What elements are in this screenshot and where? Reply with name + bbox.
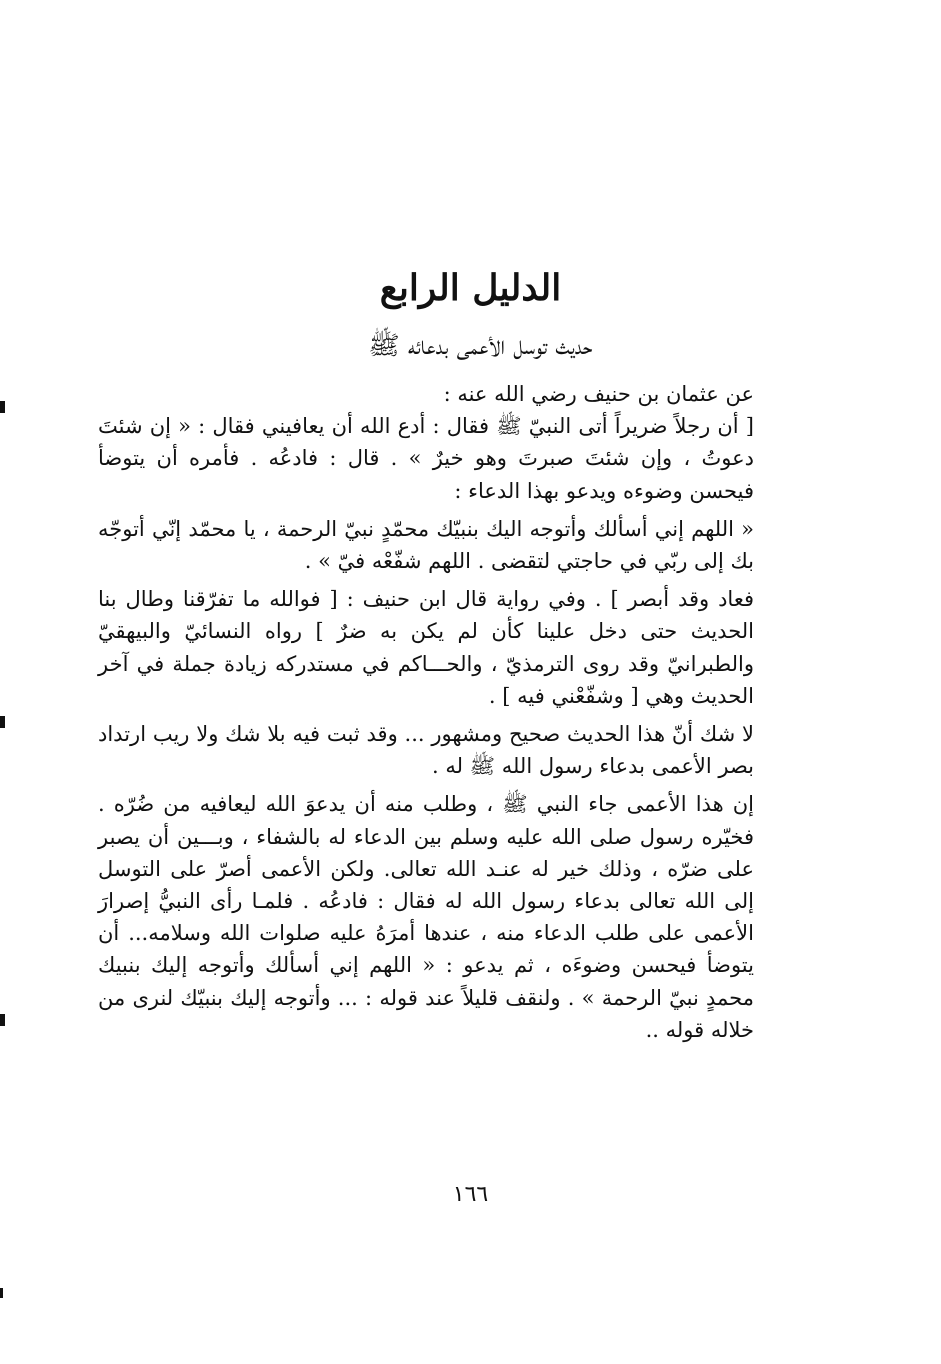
paragraph-commentary: إن هذا الأعمى جاء النبي ﷺ ، وطلب منه أن يدعوَ الله ليعافيه من ضُرّه . فخيّره رسول صلى الله عليه وسلم بين الدعاء له بالشفاء ، وبـــين أن يصبر على ضرّه ، وذلك خير له عنـد الله تعالى. ولكن الأعمى أصرّ على التوسل إلى الله تعالى بدعاء رسول الله له فقال : فادعُه . فلمـا رأى النبيُّ إصرارَ الأعمى على طلب الدعاء منه ، عندها أمرَهُ عليه صلوات الله وسلامه... أن يتوضأ فيحسن وضوءَه ، ثم يدعو : « اللهم إني أسألك وأتوجه إليك بنبيك محمدٍ نبيّ الرحمة » . ولنقف قليلاً عند قوله : ... وأتوجه إليك بنبيّك لنرى من خلاله قوله .. — [98, 792, 754, 1042]
margin-mark — [0, 401, 5, 413]
paragraph-hadith: [ أن رجلاً ضريراً أتى النبيّ ﷺ فقال : أدع الله أن يعافيني فقال : « إن شئتَ دعوتُ ، وإن شئتَ صبرتَ وهو خيرٌ » . قال : فادعُه . فأمره أن يتوضأ فيحسن وضوءه ويدعو بهذا الدعاء : — [98, 414, 754, 503]
paragraph-narrator: عن عثمان بن حنيف رضي الله عنه : — [443, 382, 754, 406]
page-title: الدليل الرابع — [379, 267, 562, 309]
page-number: ١٦٦ — [452, 1182, 489, 1207]
paragraph-narration: فعاد وقد أبصر ] . وفي رواية قال ابن حنيف : [ فوالله ما تفرّقنا وطال بنا الحديث حتى دخل علينا كأن لم يكن به ضرٌ ] رواه النسائيّ والبيهقيّ والطبرانيّ وقد روى الترمذيّ ، والحـــاكم في مستدركه زيادة جملة في آخر الحديث وهي [ وشفّعْني فيه ] . — [98, 587, 754, 708]
page-subtitle: حديث توسل الأعمى بدعائه ﷺ — [368, 331, 593, 361]
margin-mark — [0, 1288, 3, 1298]
margin-mark — [0, 716, 5, 728]
paragraph-supplication: « اللهم إني أسألك وأتوجه اليك بنبيّك محمّدٍ نبيّ الرحمة ، يا محمّد إنّي أتوجّه بك إلى ربّي في حاجتي لتقضى . اللهم شفّعْه فيّ » . — [98, 516, 754, 574]
margin-mark — [0, 1014, 5, 1026]
paragraph-authenticity: لا شك أنّ هذا الحديث صحيح ومشهور ... وقد ثبت فيه بلا شك ولا ريب ارتداد بصر الأعمى بدعاء رسول الله ﷺ له . — [98, 722, 754, 779]
body-text — [98, 378, 754, 1046]
